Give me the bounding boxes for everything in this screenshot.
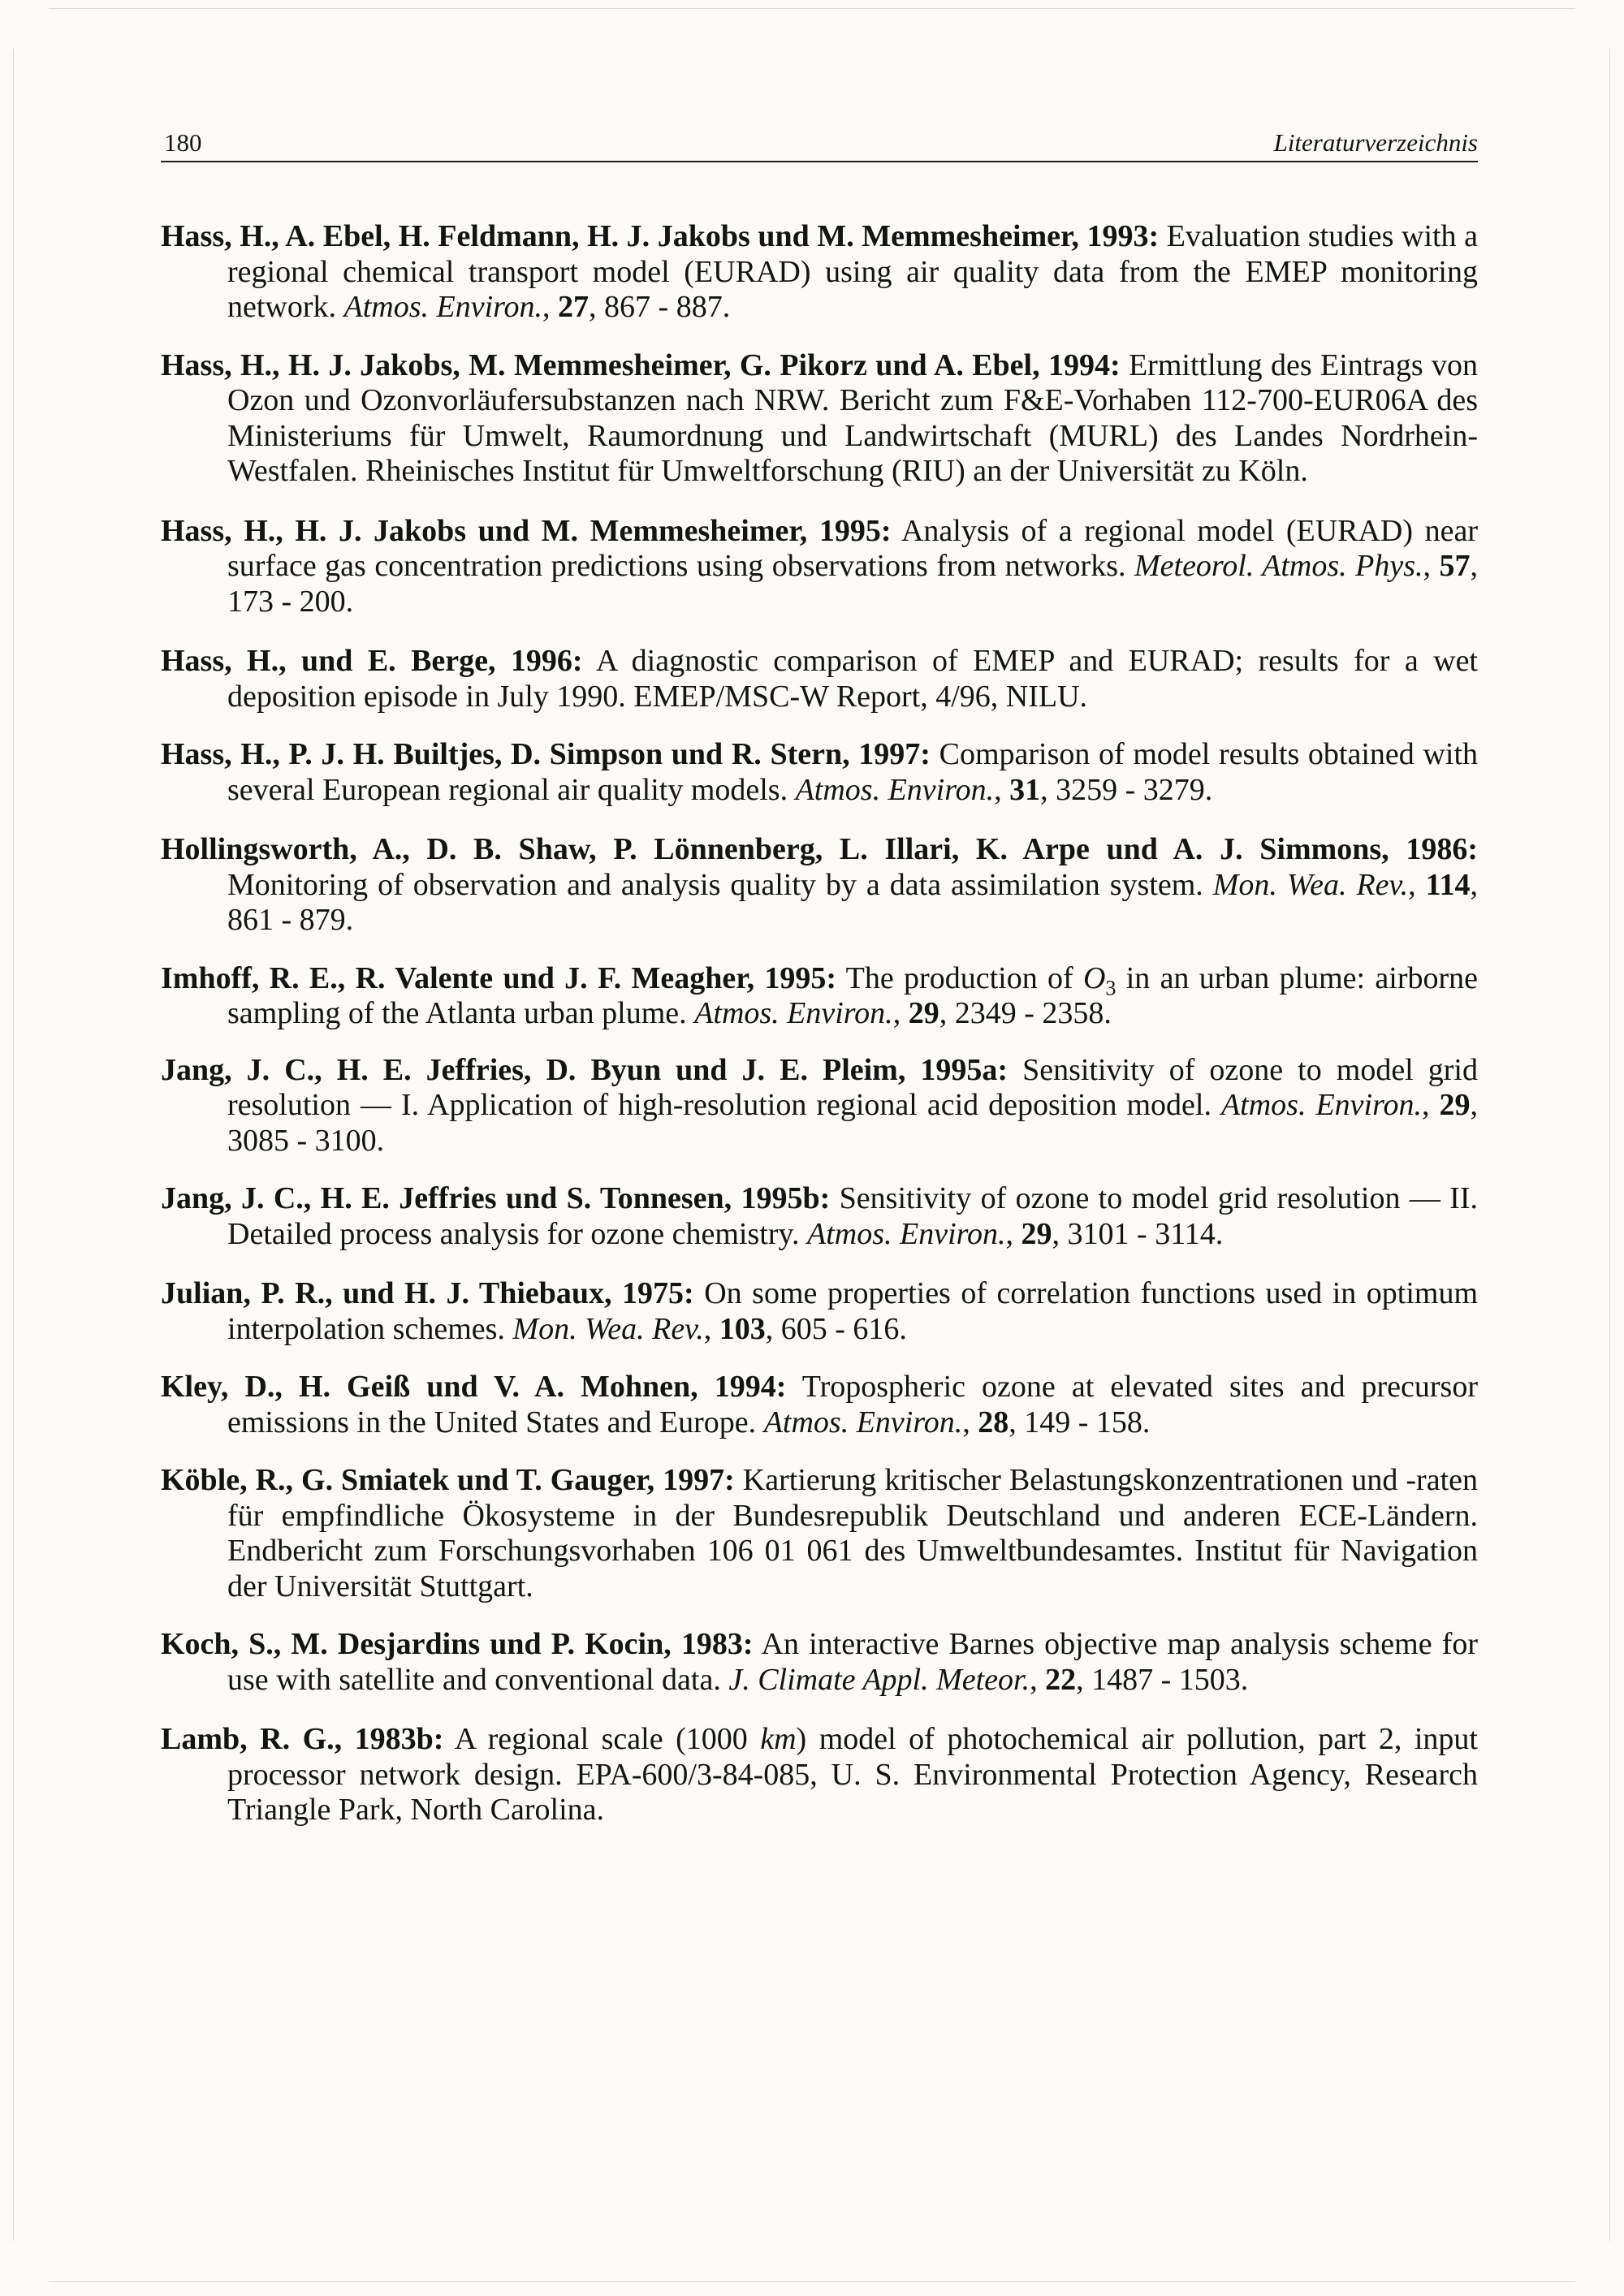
ozone-formula-subscript: 3 — [1105, 976, 1116, 1000]
reference-separator: , — [994, 772, 1010, 807]
header-rule — [161, 161, 1478, 162]
reference-authors: Hollingsworth, A., D. B. Shaw, P. Lönnenberg, L. Illari, K. Arpe und A. J. Simmons, 1986: — [161, 832, 1478, 866]
reference-volume: 29 — [908, 996, 939, 1030]
reference-entry — [161, 1627, 1478, 1698]
reference-separator: , — [1423, 549, 1440, 583]
reference-entry — [161, 961, 1478, 1032]
reference-volume: 57 — [1439, 549, 1471, 583]
reference-journal: Atmos. Environ. — [694, 996, 893, 1030]
reference-title: ) model of photochemical air pollution, part 2, input processor network design. EPA-600/3-84-085, U. S. Environmental Protection Agency, Research Triangle Park, North Carolina. — [227, 1722, 1478, 1827]
reference-title: Monitoring of observation and analysis quality by a data assimilation system. — [227, 867, 1213, 902]
reference-pages: , 3085 - 3100. — [227, 1088, 1479, 1158]
reference-pages: , 1487 - 1503. — [1076, 1662, 1249, 1697]
reference-title: An interactive Barnes objective map analysis scheme for use with satellite and conventional data. — [227, 1627, 1479, 1697]
reference-authors: Jang, J. C., H. E. Jeffries und S. Tonnesen, 1995b: — [161, 1181, 831, 1215]
reference-authors: Koch, S., M. Desjardins und P. Kocin, 1983: — [161, 1627, 754, 1661]
reference-entry — [161, 1181, 1478, 1252]
reference-separator: , — [1005, 1216, 1021, 1251]
reference-title: Ermittlung des Eintrags von Ozon und Ozonvorläufersubstanzen nach NRW. Bericht zum F&E-Vorhaben 112-700-EUR06A des Ministeriums für Umwelt, Raumordnung und Landwirtschaft (MURL) des Landes Nordrhein-Westfalen. Rheinisches Institut für Umweltforschung (RIU) an der Universität zu Köln. — [227, 347, 1478, 488]
reference-separator: , — [1030, 1662, 1046, 1697]
reference-authors: Hass, H., H. J. Jakobs, M. Memmesheimer, G. Pikorz und A. Ebel, 1994: — [161, 347, 1121, 382]
reference-title: Kartierung kritischer Belastungskonzentrationen und -raten für empfindliche Ökosysteme in der Bundesrepublik Deutschland und anderen ECE-Ländern. Endbericht zum Forschungsvorhaben 106 01 061 des Umweltbundesamtes. Institut für Navigation der Universität Stuttgart. — [227, 1463, 1478, 1603]
reference-authors: Julian, P. R., und H. J. Thiebaux, 1975: — [161, 1276, 694, 1310]
reference-journal: Atmos. Environ. — [343, 290, 543, 324]
reference-volume: 29 — [1021, 1216, 1052, 1251]
reference-journal: Atmos. Environ. — [807, 1216, 1006, 1251]
reference-journal: Atmos. Environ. — [763, 1405, 963, 1439]
reference-volume: 28 — [978, 1405, 1009, 1439]
reference-title: Sensitivity of ozone to model grid resolution — II. Detailed process analysis for ozone chemistry. — [227, 1181, 1478, 1251]
reference-separator: , — [703, 1311, 719, 1346]
reference-authors: Hass, H., und E. Berge, 1996: — [161, 644, 583, 678]
reference-pages: , 149 - 158. — [1009, 1405, 1151, 1439]
ozone-formula: O — [1082, 960, 1106, 995]
reference-separator: , — [542, 290, 559, 324]
reference-authors: Lamb, R. G., 1983b: — [161, 1722, 444, 1756]
reference-title: Analysis of a regional model (EURAD) near surface gas concentration predictions using observations from networks. — [227, 513, 1478, 583]
reference-separator: , — [892, 996, 909, 1030]
scan-edge-top — [49, 8, 1575, 9]
reference-authors: Imhoff, R. E., R. Valente und J. F. Meagher, 1995: — [161, 960, 837, 995]
reference-journal: Mon. Wea. Rev. — [512, 1311, 704, 1346]
reference-separator: , — [1408, 867, 1426, 902]
reference-entry — [161, 219, 1478, 326]
reference-entry — [161, 832, 1478, 939]
reference-title: in an urban plume: airborne sampling of the Atlanta urban plume. — [227, 960, 1478, 1030]
reference-entry — [161, 1370, 1478, 1440]
reference-pages: , 605 - 616. — [765, 1311, 907, 1346]
reference-authors: Kley, D., H. Geiß und V. A. Mohnen, 1994: — [161, 1370, 787, 1404]
reference-volume: 27 — [558, 290, 590, 324]
reference-title: On some properties of correlation functions used in optimum interpolation schemes. — [227, 1276, 1478, 1346]
reference-separator: , — [1422, 1088, 1440, 1122]
reference-pages: , 867 - 887. — [589, 290, 731, 324]
page-number: 180 — [164, 128, 202, 157]
reference-authors: Jang, J. C., H. E. Jeffries, D. Byun und J. E. Pleim, 1995a: — [161, 1052, 1009, 1087]
reference-pages: , 861 - 879. — [227, 867, 1479, 937]
reference-journal: Atmos. Environ. — [1220, 1088, 1422, 1122]
reference-journal: Mon. Wea. Rev. — [1212, 867, 1409, 902]
reference-journal: Meteorol. Atmos. Phys. — [1134, 549, 1423, 583]
reference-title: Sensitivity of ozone to model grid resolution — I. Application of high-resolution regional acid deposition model. — [227, 1052, 1478, 1122]
scan-edge-bottom — [49, 2281, 1575, 2282]
reference-pages: , 3101 - 3114. — [1052, 1216, 1224, 1251]
reference-authors: Hass, H., H. J. Jakobs und M. Memmesheimer, 1995: — [161, 513, 892, 548]
reference-volume: 22 — [1045, 1662, 1077, 1697]
reference-entry — [161, 1722, 1478, 1828]
reference-entry — [161, 1053, 1478, 1159]
reference-volume: 29 — [1439, 1088, 1471, 1122]
reference-entry — [161, 1276, 1478, 1347]
reference-title-prefix: The production of — [836, 960, 1083, 995]
reference-pages: , 173 - 200. — [227, 549, 1479, 619]
reference-title: A diagnostic comparison of EMEP and EURAD; results for a wet deposition episode in July 1990. EMEP/MSC-W Report, 4/96, NILU. — [227, 644, 1478, 714]
unit-km: km — [760, 1722, 797, 1756]
reference-entry — [161, 1463, 1478, 1604]
reference-title: Comparison of model results obtained with several European regional air quality models. — [227, 737, 1478, 807]
scan-edge-left — [13, 49, 14, 2241]
scan-edge-right — [1609, 49, 1610, 2241]
reference-entry — [161, 348, 1478, 490]
reference-authors: Hass, H., A. Ebel, H. Feldmann, H. J. Jakobs und M. Memmesheimer, 1993: — [161, 219, 1160, 253]
reference-volume: 114 — [1425, 867, 1471, 902]
reference-entry — [161, 644, 1478, 714]
reference-title: Tropospheric ozone at elevated sites and precursor emissions in the United States and Europe. — [227, 1370, 1478, 1439]
reference-entry — [161, 514, 1478, 620]
reference-entry — [161, 737, 1478, 808]
reference-authors: Hass, H., P. J. H. Builtjes, D. Simpson und R. Stern, 1997: — [161, 737, 931, 771]
reference-journal: Atmos. Environ. — [795, 772, 995, 807]
running-title: Literaturverzeichnis — [1273, 128, 1478, 157]
reference-title: Evaluation studies with a regional chemical transport model (EURAD) using air quality data from the EMEP monitoring network. — [227, 219, 1478, 324]
reference-volume: 31 — [1009, 772, 1041, 807]
reference-authors: Köble, R., G. Smiatek und T. Gauger, 1997: — [161, 1463, 735, 1497]
reference-title-prefix: A regional scale (1000 — [443, 1722, 761, 1756]
reference-volume: 103 — [719, 1311, 766, 1346]
reference-list — [161, 219, 1478, 1828]
reference-pages: , 2349 - 2358. — [939, 996, 1112, 1030]
reference-journal: J. Climate Appl. Meteor. — [728, 1662, 1030, 1697]
reference-pages: , 3259 - 3279. — [1040, 772, 1213, 807]
reference-separator: , — [962, 1405, 978, 1439]
